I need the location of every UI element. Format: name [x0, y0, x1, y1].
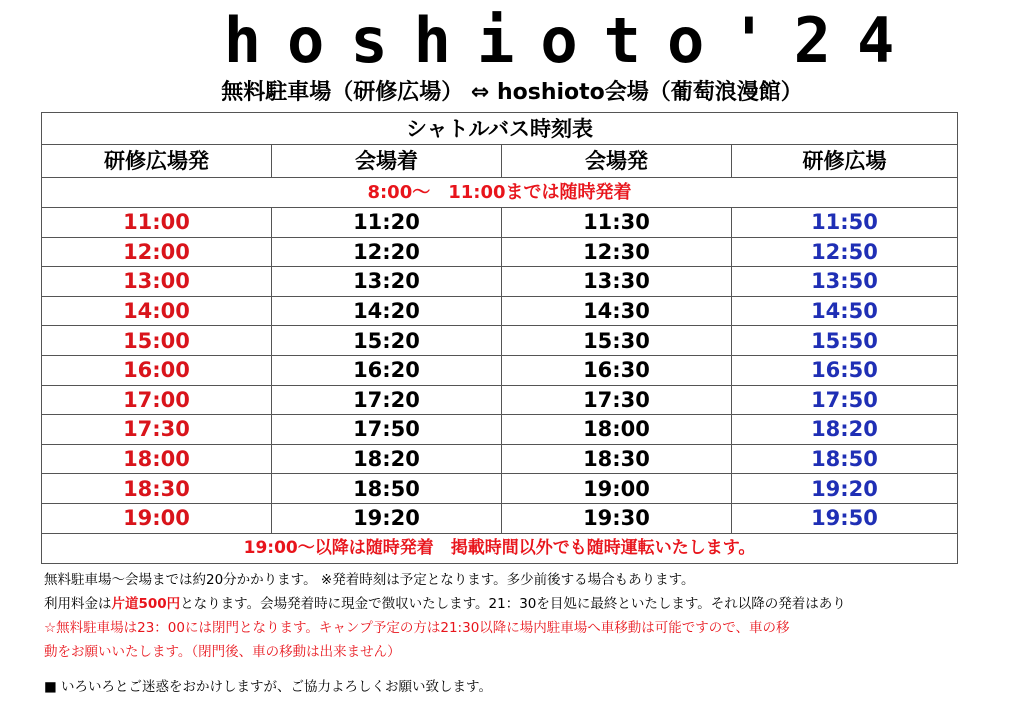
timetable-row [42, 385, 958, 415]
fare-price: 片道500円 [111, 596, 181, 612]
time-cell: 13:20 [272, 267, 502, 297]
time-cell: 18:00 [42, 444, 272, 474]
timetable-row [42, 444, 958, 474]
time-cell: 15:30 [502, 326, 732, 356]
timetable-row [42, 355, 958, 385]
time-cell: 17:50 [272, 415, 502, 445]
time-cell: 12:50 [732, 237, 958, 267]
time-cell: 16:00 [42, 355, 272, 385]
time-cell: 11:50 [732, 208, 958, 238]
time-cell: 19:00 [42, 503, 272, 533]
header-depart-venue: 会場発 [502, 145, 732, 178]
time-cell: 16:50 [732, 355, 958, 385]
time-cell: 17:50 [732, 385, 958, 415]
time-cell: 13:00 [42, 267, 272, 297]
timetable-row [42, 503, 958, 533]
note-line-gate-close: ☆無料駐車場は23：00には閉門となります。キャンプ予定の方は21:30以降に場内駐車場へ車移動は可能ですので、車の移 [44, 620, 790, 636]
time-cell: 14:20 [272, 296, 502, 326]
header-depart-parking: 研修広場発 [42, 145, 272, 178]
time-cell: 17:30 [42, 415, 272, 445]
time-cell: 18:30 [502, 444, 732, 474]
time-cell: 19:30 [502, 503, 732, 533]
time-cell: 14:00 [42, 296, 272, 326]
time-cell: 11:20 [272, 208, 502, 238]
note-line-fare: 利用料金は片道500円となります。会場発着時に現金で徴収いたします。21：30を目処に最終といたします。それ以降の発着はあり [44, 596, 846, 612]
time-cell: 14:50 [732, 296, 958, 326]
anytime-note: 8:00～ 11:00までは随時発着 [42, 178, 958, 208]
timetable-row [42, 326, 958, 356]
time-cell: 18:00 [502, 415, 732, 445]
timetable-row [42, 415, 958, 445]
time-cell: 12:30 [502, 237, 732, 267]
time-cell: 18:20 [272, 444, 502, 474]
shuttle-timetable [41, 112, 958, 564]
route-subtitle: 無料駐車場（研修広場） ⇔ hoshioto会場（葡萄浪漫館） [221, 80, 803, 105]
note-line-apology: ■ いろいろとご迷惑をおかけしますが、ご協力よろしくお願い致します。 [44, 679, 492, 695]
time-cell: 12:00 [42, 237, 272, 267]
time-cell: 18:50 [272, 474, 502, 504]
time-cell: 17:20 [272, 385, 502, 415]
time-cell: 19:20 [732, 474, 958, 504]
timetable-title: シャトルバス時刻表 [42, 113, 958, 145]
time-cell: 11:00 [42, 208, 272, 238]
note-line-gate-close-cont: 動をお願いいたします。（閉門後、車の移動は出来ません） [44, 644, 401, 660]
notes [44, 568, 1004, 664]
time-cell: 15:50 [732, 326, 958, 356]
time-cell: 18:20 [732, 415, 958, 445]
header-arrive-venue: 会場着 [272, 145, 502, 178]
time-cell: 17:30 [502, 385, 732, 415]
timetable-row [42, 474, 958, 504]
time-cell: 11:30 [502, 208, 732, 238]
time-cell: 19:00 [502, 474, 732, 504]
note-line-travel-time: 無料駐車場～会場までは約20分かかります。 ※発着時刻は予定となります。多少前後する場合もあります。 [44, 572, 695, 588]
time-cell: 18:50 [732, 444, 958, 474]
time-cell: 12:20 [272, 237, 502, 267]
time-cell: 16:30 [502, 355, 732, 385]
time-cell: 15:20 [272, 326, 502, 356]
header-arrive-parking: 研修広場 [732, 145, 958, 178]
event-logo: hoshioto'24 [223, 4, 921, 77]
timetable-row [42, 296, 958, 326]
time-cell: 13:30 [502, 267, 732, 297]
timetable-row [42, 267, 958, 297]
time-cell: 16:20 [272, 355, 502, 385]
time-cell: 19:20 [272, 503, 502, 533]
time-cell: 18:30 [42, 474, 272, 504]
timetable-row [42, 237, 958, 267]
time-cell: 14:30 [502, 296, 732, 326]
header-row [42, 145, 958, 178]
time-cell: 13:50 [732, 267, 958, 297]
time-cell: 19:50 [732, 503, 958, 533]
time-cell: 17:00 [42, 385, 272, 415]
time-cell: 15:00 [42, 326, 272, 356]
timetable-row [42, 208, 958, 238]
after-hours-note: 19:00～以降は随時発着 掲載時間以外でも随時運転いたします。 [42, 533, 958, 563]
